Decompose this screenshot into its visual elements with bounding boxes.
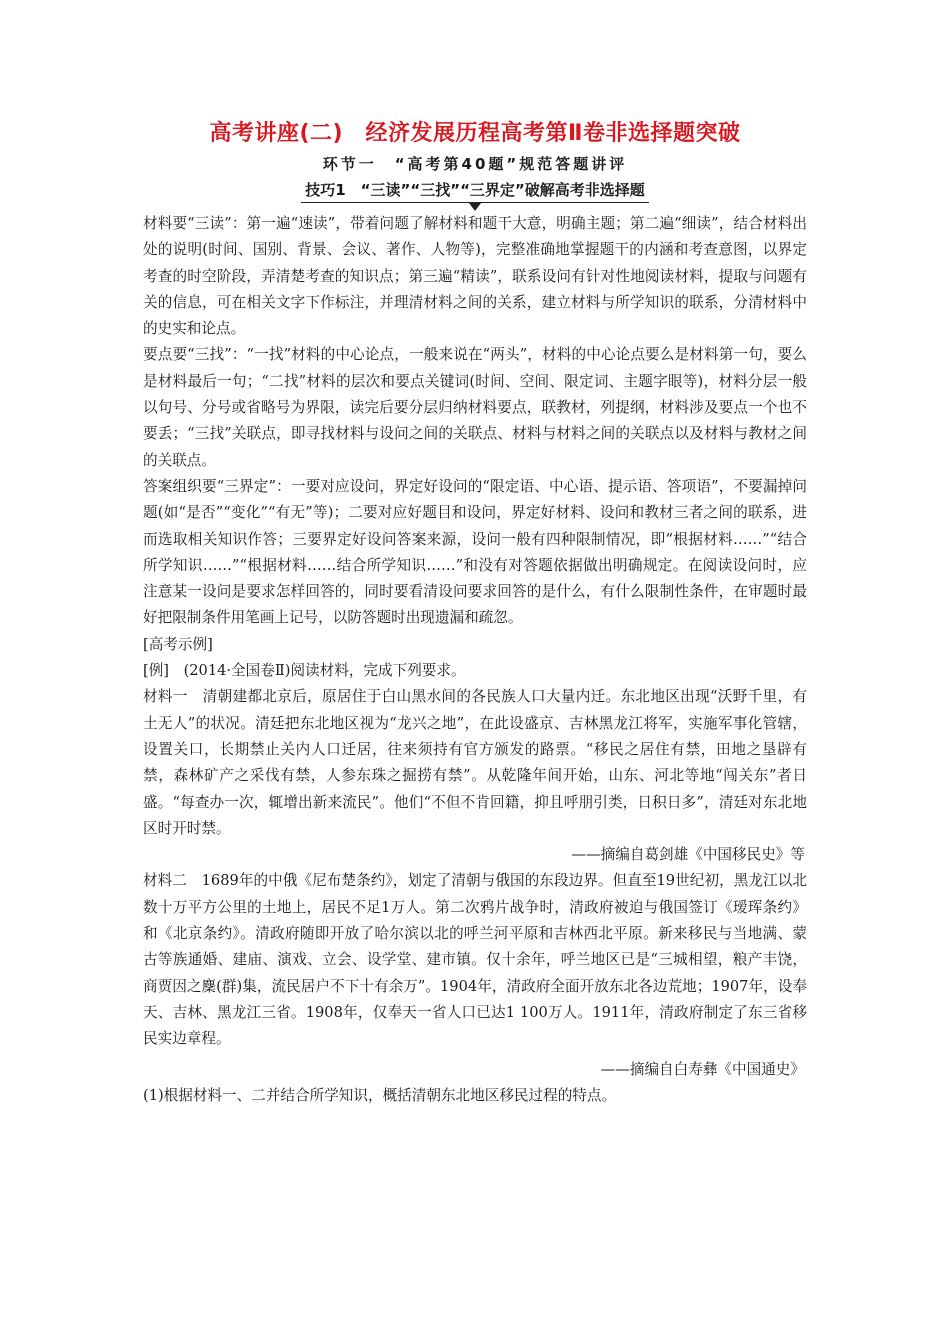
paragraph-three-reads: 材料要“三读”：第一遍“速读”，带着问题了解材料和题干大意，明确主题；第二遍“细读”，结合材料出处的说明(时间、国别、背景、会议、著作、人物等)，完整准确地掌握题干的内涵和考查意图，以界定考查的时空阶段，弄清楚考查的知识点；第三遍“精读”，联系设问有针对性地阅读材料，提取与问题有关的信息，可在相关文字下作标注，并理清材料之间的关系，建立材料与所学知识的联系，分清材料中的史实和论点。 [143, 215, 807, 338]
skill-heading-wrap [143, 178, 807, 203]
down-triangle-icon [469, 203, 481, 211]
section-heading: 环节一 “高考第40题”规范答题讲评 [322, 155, 628, 173]
paragraph-three-defines: 答案组织要“三界定”：一要对应设问，界定好设问的“限定语、中心语、提示语、答项语”，不要漏掉问题(如“是否”“变化”“有无”等)；二要对应好题目和设问，界定好材料、设问和教材三者之间的联系，进而选取相关知识作答；三要界定好设问答案来源，设问一般有四种限制情况，即“根据材料……”“结合所学知识……”“根据材料……结合所学知识……”和没有对答题依据做出明确规定。在阅读设问时，应注意某一设问是要求怎样回答的，同时要看清设问要求回答的是什么，有什么限制性条件，在审题时最好把限制条件用笔画上记号，以防答题时出现遗漏和疏忽。 [143, 477, 807, 627]
material-one-source: ——摘编自葛剑雄《中国移民史》等 [571, 846, 805, 864]
paragraph-three-finds: 要点要“三找”：“一找”材料的中心论点，一般来说在“两头”，材料的中心论点要么是材料第一句，要么是材料最后一句；“二找”材料的层次和要点关键词(时间、空间、限定词、主题字眼等)，材料分层一般以句号、分号或省略号为界限，读完后要分层归纳材料要点，联教材，列提纲，材料涉及要点一个也不要丢；“三找”关联点，即寻找材料与设问之间的关联点、材料与材料之间的关联点以及材料与教材之间的关联点。 [143, 346, 807, 469]
material-two: 材料二 1689年的中俄《尼布楚条约》，划定了清朝与俄国的东段边界。但直至19世纪初，黑龙江以北数十万平方公里的土地上，居民不足1万人。第二次鸦片战争时，清政府被迫与俄国签订《瑷珲条约》和《北京条约》。清政府随即开放了哈尔滨以北的呼兰河平原和吉林西北平原。新来移民与当地满、蒙古等族通婚、建庙、演戏、立会、设学堂、建市镇。仅十余年，呼兰地区已是“三城相望，粮产丰饶，商贾因之麇(群)集，流民居户不下十有余万”。1904年，清政府全面开放东北各边荒地；1907年，设奉天、吉林、黑龙江三省。1908年，仅奉天一省人口已达1 100万人。1911年，清政府制定了东三省移民实边章程。 [143, 872, 807, 1048]
document-page [143, 118, 807, 1109]
page-title: 高考讲座(二) 经济发展历程高考第Ⅱ卷非选择题突破 [209, 121, 741, 146]
material-two-source: ——摘编自白寿彝《中国通史》 [600, 1060, 805, 1078]
skill-heading [301, 178, 649, 203]
skill-heading-text: 技巧1 “三读”“三找”“三界定”破解高考非选择题 [305, 181, 645, 199]
material-one: 材料一 清朝建都北京后，原居住于白山黑水间的各民族人口大量内迁。东北地区出现“沃野千里，有土无人”的状况。清廷把东北地区视为“龙兴之地”，在此设盛京、吉林黑龙江将军，实施军事化管辖，设置关口，长期禁止关内人口迁居，往来须持有官方颁发的路票。“移民之居住有禁，田地之垦辟有禁，森林矿产之采伐有禁，人参东珠之掘捞有禁”。从乾隆年间开始，山东、河北等地“闯关东”者日盛。“每查办一次，辄增出新来流民”。他们“不但不肯回籍，抑且呼朋引类，日积日多”，清廷对东北地区时开时禁。 [143, 688, 807, 837]
example-label: [高考示例] [143, 635, 213, 653]
example-intro: [例] (2014·全国卷Ⅱ)阅读材料，完成下列要求。 [143, 662, 466, 680]
question-one: (1)根据材料一、二并结合所学知识，概括清朝东北地区移民过程的特点。 [143, 1086, 617, 1104]
